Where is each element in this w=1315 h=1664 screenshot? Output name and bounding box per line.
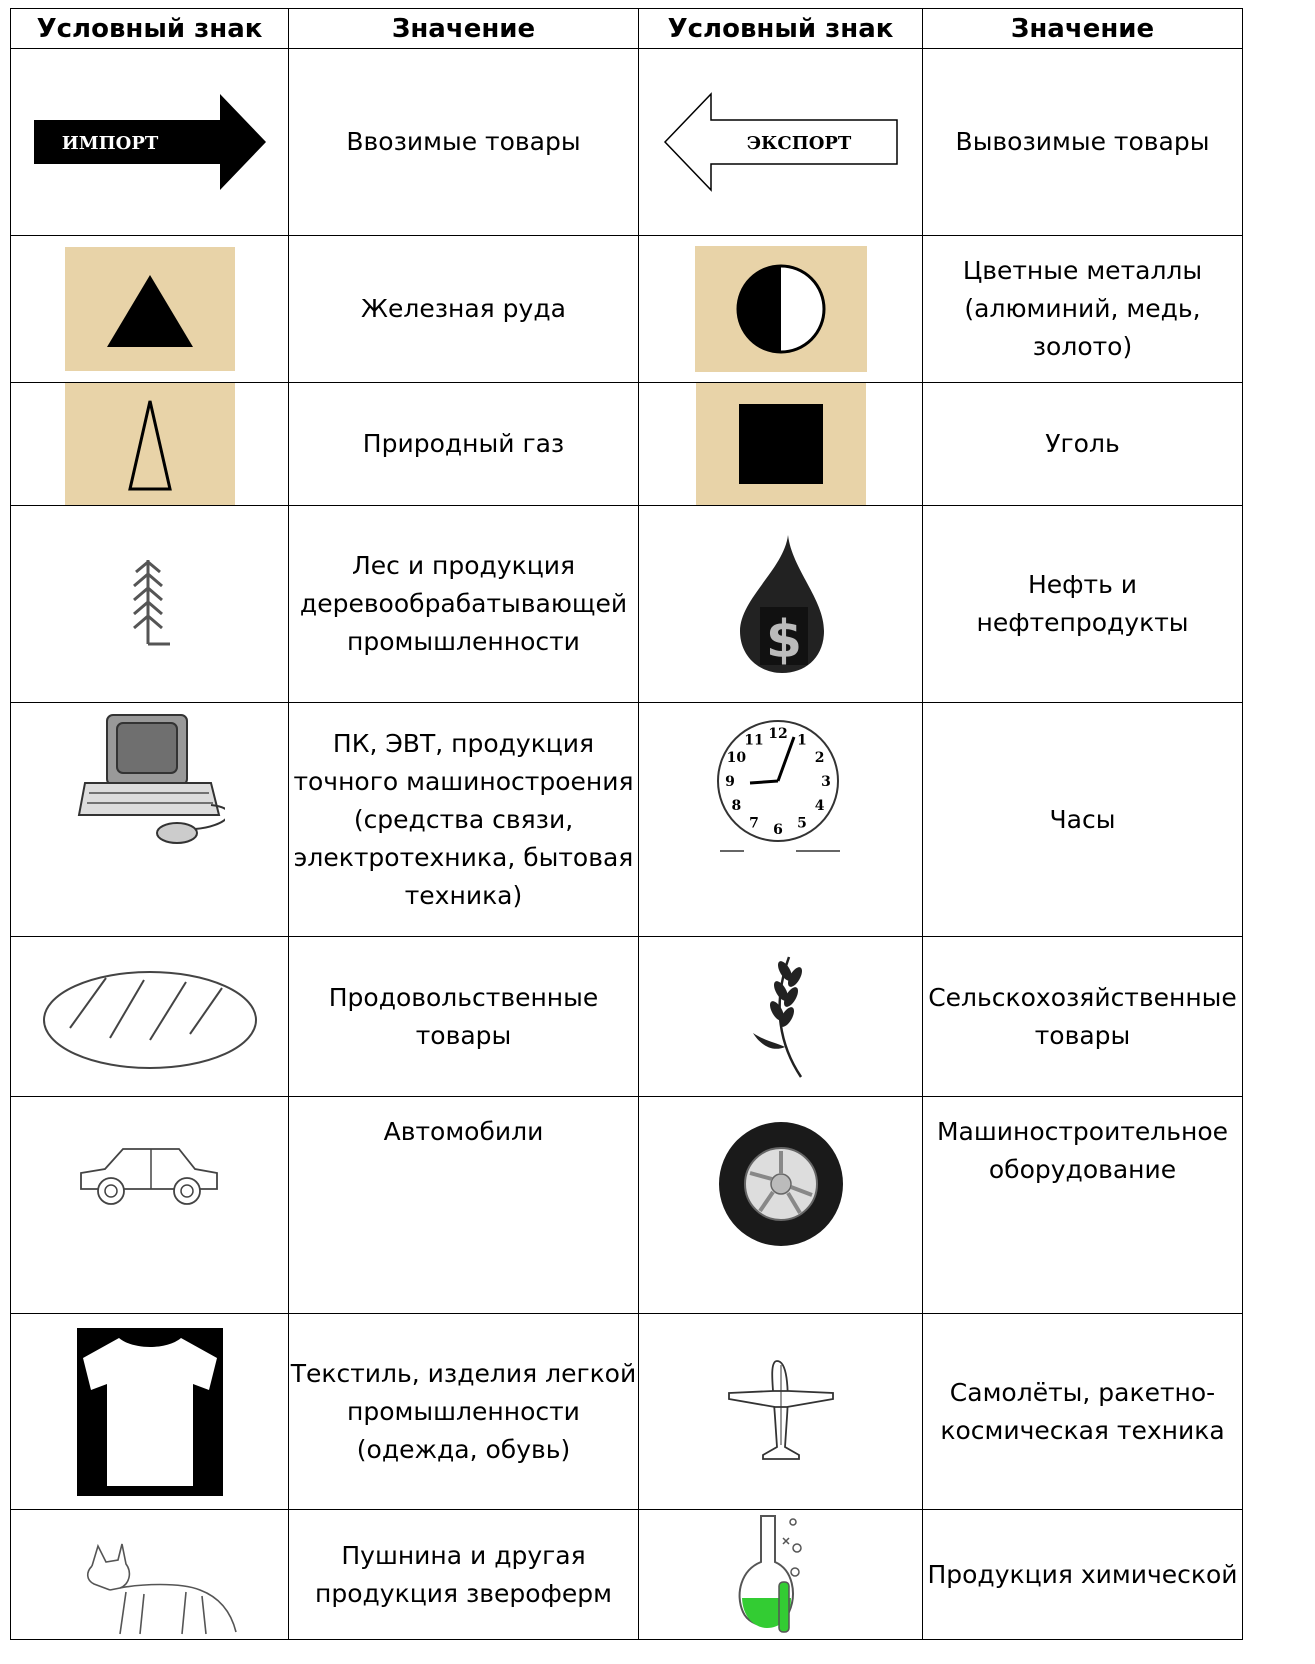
symbol-cell [639,1097,923,1314]
symbol-cell [11,383,289,506]
clock-numeral: 5 [796,815,807,832]
meaning-cell: Вывозимые товары [923,49,1243,236]
table-row [11,506,1243,703]
clock-numeral: 12 [767,726,788,742]
half-circle-icon [695,246,867,372]
symbol-cell [11,236,289,383]
car-icon [75,1141,225,1211]
airplane-icon [721,1357,841,1467]
meaning-cell: Нефть и нефтепродукты [923,506,1243,703]
clock-numeral: 10 [726,750,746,766]
square-icon [696,383,866,505]
meaning-cell: Природный газ [289,383,639,506]
meaning-cell: Пушнина и другая продукция звероферм [289,1510,639,1640]
table-row [11,1314,1243,1510]
tree-icon [120,554,180,654]
meaning-cell: ПК, ЭВТ, продукция точного машиностроения (средства связи, электротехника, бытовая техника) [289,703,639,937]
header-meaning: Значение [923,9,1243,49]
meaning-cell: Автомобили [289,1097,639,1314]
symbol-cell [639,383,923,506]
oil-drop-icon [726,529,836,679]
svg-text:$: $ [765,610,802,670]
table-row [11,1510,1243,1640]
symbol-cell [11,1314,289,1510]
symbol-cell [639,236,923,383]
meaning-cell: Часы [923,703,1243,937]
legend-table [10,8,1243,1640]
header-symbol: Условный знак [11,9,289,49]
meaning-cell: Текстиль, изделия легкой промышленности (одежда, обувь) [289,1314,639,1510]
table-row [11,1097,1243,1314]
clock-numeral: 6 [772,822,783,838]
clock-numeral: 7 [748,815,759,832]
tshirt-icon [77,1328,223,1496]
clock-numeral: 4 [814,798,824,814]
table-row [11,703,1243,937]
clock-numeral: 8 [731,798,741,814]
meaning-cell: Лес и продукция деревообрабатывающей промышленности [289,506,639,703]
clock-numeral: 11 [743,732,764,749]
meaning-cell: Продукция химической [923,1510,1243,1640]
chemistry-flask-icon [731,1512,831,1636]
outline-triangle-icon [65,383,235,505]
meaning-cell: Ввозимые товары [289,49,639,236]
svg-text:ИМПОРТ: ИМПОРТ [61,133,158,154]
svg-text:ЭКСПОРТ: ЭКСПОРТ [746,133,851,154]
symbol-cell [639,1510,923,1640]
clock-numeral: 2 [814,750,824,766]
import-arrow-icon [30,92,270,192]
table-row [11,383,1243,506]
symbol-cell [639,49,923,236]
clock-numeral: 9 [724,774,735,790]
table-row [11,937,1243,1097]
symbol-cell [639,506,923,703]
symbol-cell [11,1510,289,1640]
symbol-cell [639,1314,923,1510]
computer-icon [75,709,225,849]
header-symbol: Условный знак [639,9,923,49]
header-meaning: Значение [289,9,639,49]
bread-icon [40,962,260,1072]
wheel-icon [716,1119,846,1249]
header-row [11,9,1243,49]
fox-icon [60,1536,240,1636]
meaning-cell: Железная руда [289,236,639,383]
export-arrow-icon [661,92,901,192]
table-row [11,49,1243,236]
clock-icon [706,709,856,859]
triangle-icon [65,247,235,371]
meaning-cell: Продовольственные товары [289,937,639,1097]
wheat-icon [741,947,821,1087]
symbol-cell [639,937,923,1097]
meaning-cell: Самолёты, ракетно-космическая техника [923,1314,1243,1510]
meaning-cell: Уголь [923,383,1243,506]
meaning-cell: Сельскохозяйственные товары [923,937,1243,1097]
symbol-cell [11,1097,289,1314]
symbol-cell [11,506,289,703]
meaning-cell: Цветные металлы (алюминий, медь, золото) [923,236,1243,383]
symbol-cell [11,49,289,236]
symbol-cell [11,703,289,937]
meaning-cell: Машиностроительное оборудование [923,1097,1243,1314]
clock-numeral: 3 [820,774,831,790]
symbol-cell [11,937,289,1097]
table-row [11,236,1243,383]
clock-numeral: 1 [796,732,807,749]
symbol-cell [639,703,923,937]
